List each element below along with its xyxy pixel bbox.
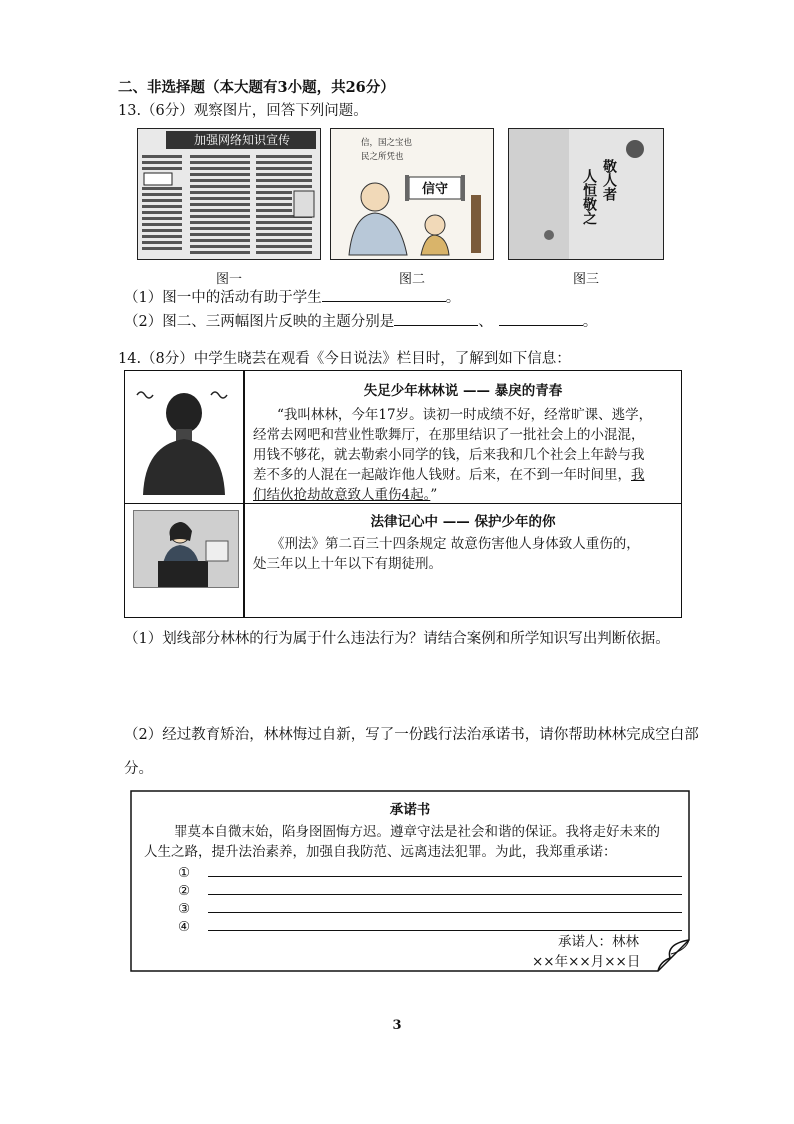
q14-sub2-line2: 分。 [124, 761, 153, 777]
case-row-law [125, 504, 681, 617]
figure-1-image [137, 128, 321, 260]
promise-card [130, 790, 690, 972]
q13-sub2-text: （2）图二、三两幅图片反映的主题分别是 [124, 314, 395, 330]
case-underlined-a: 我 [631, 467, 645, 483]
law-body [253, 534, 677, 574]
figure-1 [137, 128, 321, 288]
promise-signer: 承诺人：林林 [558, 934, 639, 950]
q13-sub1 [124, 287, 460, 308]
q13-sub2 [124, 311, 597, 332]
figure-2-image [330, 128, 494, 260]
q14-sub1-answer-area[interactable] [124, 652, 684, 718]
promise-items [178, 862, 688, 934]
q14-stem: 14.（8分）中学生晓芸在观看《今日说法》栏目时，了解到如下信息： [118, 351, 571, 367]
case-underlined-b: 们结伙抢劫故意致人重伤4起。 [253, 487, 431, 503]
case-body [253, 405, 677, 505]
q13-sub2-blank-1[interactable] [394, 311, 478, 326]
case-line-3: 用钱不够花，就去勒索小同学的钱，后来我和几个社会上年龄与我 [253, 447, 645, 463]
figure-1-caption: 图一 [215, 272, 242, 287]
q14-sub2-line1: （2）经过教育矫治，林林悔过自新，写了一份践行法治承诺书，请你帮助林林完成空白部 [124, 727, 699, 743]
figure-3 [508, 128, 664, 288]
promise-item-4-line[interactable] [208, 930, 682, 931]
page-number: 3 [392, 1018, 402, 1033]
q13-sub2-end: 。 [582, 314, 598, 330]
boy-illustration [131, 379, 237, 495]
figure-2-caption: 图二 [398, 272, 425, 287]
q13-sub1-blank[interactable] [322, 287, 446, 302]
section-title: 二、非选择题（本大题有3小题，共26分） [118, 79, 395, 96]
q13-stem: 13.（6分）观察图片，回答下列问题。 [118, 103, 368, 119]
judge-illustration [133, 510, 239, 588]
promise-item-3-number: ③ [178, 901, 191, 917]
promise-item-4-number: ④ [178, 919, 191, 935]
q14-sub1: （1）划线部分林林的行为属于什么违法行为？请结合案例和所学知识写出判断依据。 [124, 631, 670, 647]
promise-item-3 [178, 898, 688, 916]
q13-sub1-text: （1）图一中的活动有助于学生 [124, 290, 322, 306]
promise-item-1 [178, 862, 688, 880]
figure-3-col2: 人恒敬之 [581, 169, 597, 225]
promise-date: ××年××月××日 [532, 954, 641, 970]
promise-item-1-line[interactable] [208, 876, 682, 877]
case-line-2: 经常去网吧和营业性歌舞厅，在那里结识了一批社会上的小混混， [253, 427, 645, 443]
law-line-2: 处三年以上十年以下有期徒刑。 [253, 556, 442, 572]
figure-2 [330, 128, 494, 288]
case-close-quote: ” [430, 487, 438, 503]
law-title: 法律记心中 —— 保护少年的你 [370, 514, 556, 530]
promise-line-2: 人生之路，提升法治素养，加强自我防范、远离违法犯罪。为此，我郑重承诺： [144, 844, 617, 860]
case-line-4 [253, 465, 677, 485]
figure-3-caption: 图三 [572, 272, 599, 287]
promise-item-2-number: ② [178, 883, 191, 899]
promise-item-2-line[interactable] [208, 894, 682, 895]
q13-sub2-sep: 、 [478, 314, 493, 330]
q13-sub2-blank-2[interactable] [499, 311, 583, 326]
figure-1-banner: 加强网络知识宣传 [193, 133, 291, 147]
case-title: 失足少年林林说 —— 暴戾的青春 [363, 383, 563, 399]
case-row-story [125, 371, 681, 504]
law-line-1: 《刑法》第二百三十四条规定 故意伤害他人身体致人重伤的， [271, 536, 640, 552]
case-line-4-text: 差不多的人混在一起敲诈他人钱财。后来，在不到一年时间里， [253, 467, 631, 483]
case-line-5 [253, 485, 677, 505]
promise-line-1: 罪莫本自微末始，陷身囹圄悔方迟。遵章守法是社会和谐的保证。我将走好未来的 [174, 824, 660, 840]
figure-2-text-top: 信，国之宝也 [361, 138, 413, 148]
promise-title: 承诺书 [389, 802, 431, 818]
figure-2-scroll-text: 信守 [421, 182, 449, 197]
q13-sub1-end: 。 [445, 290, 461, 306]
promise-item-1-number: ① [178, 865, 191, 881]
promise-item-3-line[interactable] [208, 912, 682, 913]
figure-2-text-mid: 民之所凭也 [361, 152, 404, 162]
q14-case-table [124, 370, 682, 618]
figure-3-col1: 敬人者 [601, 159, 617, 201]
case-line-1: “我叫林林，今年17岁。读初一时成绩不好，经常旷课、逃学， [277, 407, 653, 423]
promise-item-2 [178, 880, 688, 898]
figure-3-image [508, 128, 664, 260]
